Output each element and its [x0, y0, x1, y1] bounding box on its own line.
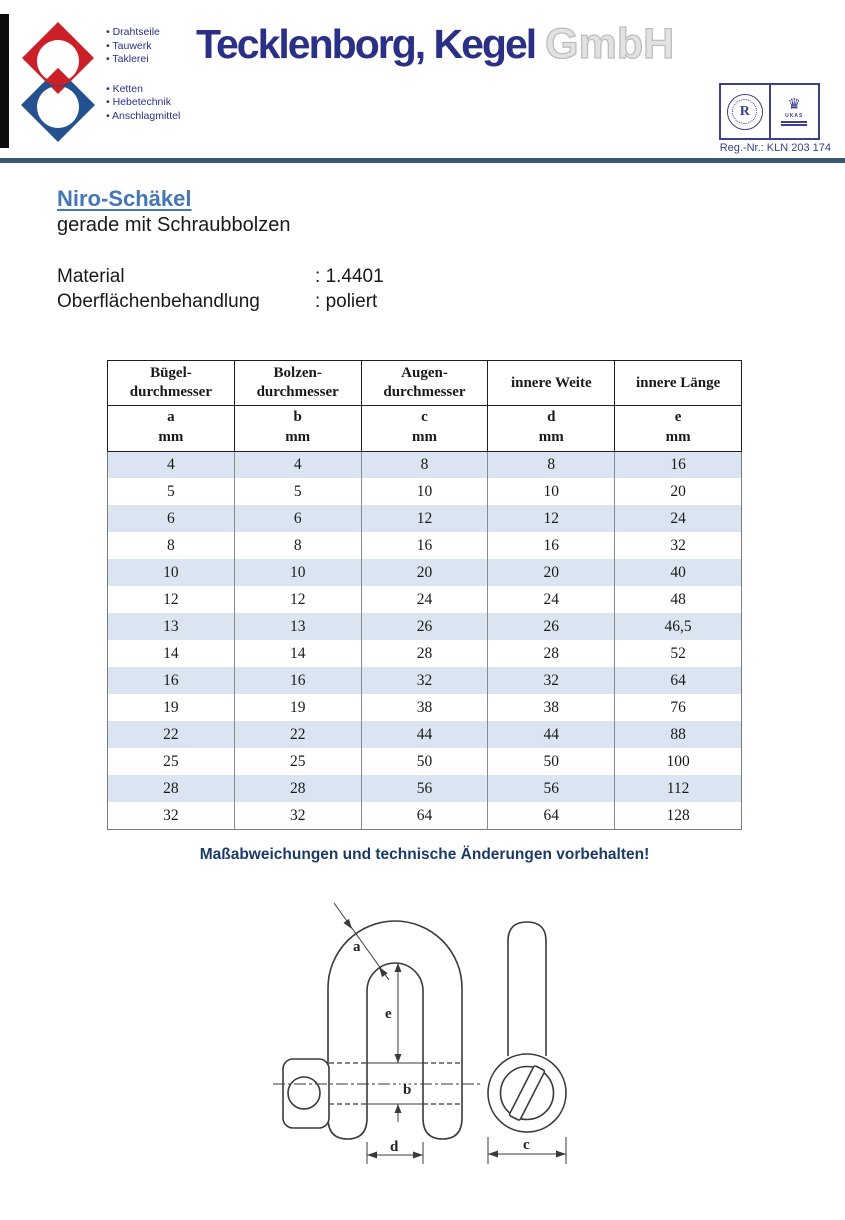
- table-cell: 64: [488, 802, 615, 829]
- service-item: • Tauwerk: [106, 40, 180, 54]
- table-cell: 26: [361, 613, 488, 640]
- table-row: [108, 640, 742, 667]
- seal-letter: R: [732, 99, 757, 124]
- table-cell: 19: [234, 694, 361, 721]
- table-row: [108, 775, 742, 802]
- table-cell: 5: [234, 478, 361, 505]
- table-cell: 16: [361, 532, 488, 559]
- column-header: Bügel- durchmesser: [108, 361, 235, 406]
- table-cell: 32: [488, 667, 615, 694]
- table-row: [108, 667, 742, 694]
- table-cell: 20: [488, 559, 615, 586]
- page-title: Niro-Schäkel: [57, 186, 192, 211]
- table-header-row-units: [108, 406, 742, 451]
- spec-value: poliert: [325, 291, 378, 312]
- table-cell: 44: [361, 721, 488, 748]
- table-cell: 38: [361, 694, 488, 721]
- column-unit-header: e mm: [615, 406, 742, 451]
- table-cell: 38: [488, 694, 615, 721]
- table-cell: 13: [234, 613, 361, 640]
- service-item: • Anschlagmittel: [106, 110, 180, 124]
- table-cell: 20: [361, 559, 488, 586]
- table-cell: 6: [234, 505, 361, 532]
- table-row: [108, 721, 742, 748]
- spec-value: 1.4401: [325, 266, 384, 287]
- dimension-table-head: [108, 361, 742, 452]
- table-cell: 56: [488, 775, 615, 802]
- table-cell: 44: [488, 721, 615, 748]
- table-cell: 88: [615, 721, 742, 748]
- header-divider-rule: [0, 158, 845, 163]
- table-cell: 64: [361, 802, 488, 829]
- table-row: [108, 532, 742, 559]
- ukas-label: UKAS: [785, 113, 804, 119]
- shackle-front-view: [328, 921, 462, 1139]
- table-cell: 112: [615, 775, 742, 802]
- table-cell: 26: [488, 613, 615, 640]
- table-row: [108, 613, 742, 640]
- column-unit-header: d mm: [488, 406, 615, 451]
- dim-label-d: d: [390, 1138, 399, 1155]
- table-cell: 12: [488, 505, 615, 532]
- table-cell: 5: [108, 478, 235, 505]
- service-list-bottom: [106, 83, 180, 124]
- table-row: [108, 478, 742, 505]
- spec-table-body: [108, 451, 742, 829]
- company-logo-icon: [14, 14, 102, 149]
- table-cell: 128: [615, 802, 742, 829]
- table-cell: 76: [615, 694, 742, 721]
- column-unit-header: c mm: [361, 406, 488, 451]
- column-unit-header: a mm: [108, 406, 235, 451]
- seal-ring-icon: [727, 94, 763, 130]
- table-cell: 24: [488, 586, 615, 613]
- document-body: [0, 163, 845, 1193]
- service-list-top: [106, 26, 180, 67]
- table-row: [108, 694, 742, 721]
- table-cell: 56: [361, 775, 488, 802]
- table-cell: 40: [615, 559, 742, 586]
- dimension-table: [107, 360, 742, 830]
- column-header: innere Länge: [615, 361, 742, 406]
- table-cell: 32: [108, 802, 235, 829]
- table-cell: 22: [108, 721, 235, 748]
- table-cell: 25: [108, 748, 235, 775]
- table-row: [108, 451, 742, 478]
- table-cell: 50: [361, 748, 488, 775]
- table-cell: 10: [108, 559, 235, 586]
- pin-head: [283, 1059, 329, 1128]
- dim-label-a: a: [353, 938, 361, 955]
- page-header: [0, 0, 845, 163]
- dim-label-b: b: [403, 1081, 412, 1098]
- table-row: [108, 559, 742, 586]
- table-cell: 28: [488, 640, 615, 667]
- table-cell: 50: [488, 748, 615, 775]
- table-cell: 12: [361, 505, 488, 532]
- ukas-text-line: [781, 124, 807, 126]
- table-cell: 20: [615, 478, 742, 505]
- table-row: [108, 802, 742, 829]
- column-header: innere Weite: [488, 361, 615, 406]
- table-cell: 32: [615, 532, 742, 559]
- table-row: [108, 505, 742, 532]
- service-item: • Hebetechnik: [106, 96, 180, 110]
- table-cell: 10: [361, 478, 488, 505]
- column-header: Augen- durchmesser: [361, 361, 488, 406]
- material-specs: [57, 264, 845, 314]
- table-cell: 19: [108, 694, 235, 721]
- spec-separator: :: [315, 266, 321, 287]
- table-cell: 8: [361, 451, 488, 478]
- registered-seal: [721, 85, 769, 138]
- table-cell: 28: [108, 775, 235, 802]
- table-row: [108, 586, 742, 613]
- shackle-side-view: [508, 922, 546, 1056]
- brand-name: Tecklenborg, Kegel: [196, 21, 536, 67]
- page-subtitle: gerade mit Schraubbolzen: [57, 214, 291, 236]
- crown-icon: ♛: [787, 96, 801, 113]
- spec-label: Oberflächenbehandlung: [57, 291, 260, 312]
- ukas-mark: [771, 85, 819, 138]
- service-item: • Taklerei: [106, 53, 180, 67]
- dim-label-c: c: [523, 1136, 530, 1153]
- table-cell: 48: [615, 586, 742, 613]
- table-cell: 4: [234, 451, 361, 478]
- table-cell: 100: [615, 748, 742, 775]
- scan-edge-bar: [0, 14, 9, 148]
- table-cell: 28: [234, 775, 361, 802]
- table-cell: 28: [361, 640, 488, 667]
- table-cell: 12: [234, 586, 361, 613]
- table-cell: 16: [234, 667, 361, 694]
- service-item: • Drahtseile: [106, 26, 180, 40]
- table-cell: 16: [108, 667, 235, 694]
- table-cell: 8: [488, 451, 615, 478]
- table-cell: 16: [615, 451, 742, 478]
- table-cell: 25: [234, 748, 361, 775]
- dim-label-e: e: [385, 1005, 392, 1022]
- table-cell: 8: [234, 532, 361, 559]
- registration-number: Reg.-Nr.: KLN 203 174: [719, 142, 831, 154]
- disclaimer-note: Maßabweichungen und technische Änderungen vorbehalten!: [199, 845, 650, 863]
- table-cell: 4: [108, 451, 235, 478]
- service-lists: [106, 26, 180, 123]
- table-cell: 13: [108, 613, 235, 640]
- table-cell: 16: [488, 532, 615, 559]
- column-header: Bolzen- durchmesser: [234, 361, 361, 406]
- table-cell: 52: [615, 640, 742, 667]
- spec-label: Material: [57, 266, 125, 287]
- table-cell: 64: [615, 667, 742, 694]
- spec-row-surface: [57, 289, 845, 314]
- table-cell: 46,5: [615, 613, 742, 640]
- table-cell: 32: [234, 802, 361, 829]
- table-cell: 24: [361, 586, 488, 613]
- spec-separator: :: [315, 291, 321, 312]
- column-unit-header: b mm: [234, 406, 361, 451]
- table-cell: 10: [488, 478, 615, 505]
- table-cell: 6: [108, 505, 235, 532]
- spec-row-material: [57, 264, 845, 289]
- table-cell: 32: [361, 667, 488, 694]
- service-item: • Ketten: [106, 83, 180, 97]
- table-cell: 22: [234, 721, 361, 748]
- table-header-row-titles: [108, 361, 742, 406]
- table-cell: 8: [108, 532, 235, 559]
- table-cell: 14: [108, 640, 235, 667]
- ukas-text-line: [781, 121, 807, 123]
- table-cell: 24: [615, 505, 742, 532]
- company-name: [196, 20, 674, 69]
- table-row: [108, 748, 742, 775]
- table-cell: 14: [234, 640, 361, 667]
- table-cell: 12: [108, 586, 235, 613]
- brand-suffix: GmbH: [545, 20, 675, 68]
- certification-badge: [719, 83, 820, 140]
- shackle-technical-drawing: [255, 896, 625, 1188]
- table-cell: 10: [234, 559, 361, 586]
